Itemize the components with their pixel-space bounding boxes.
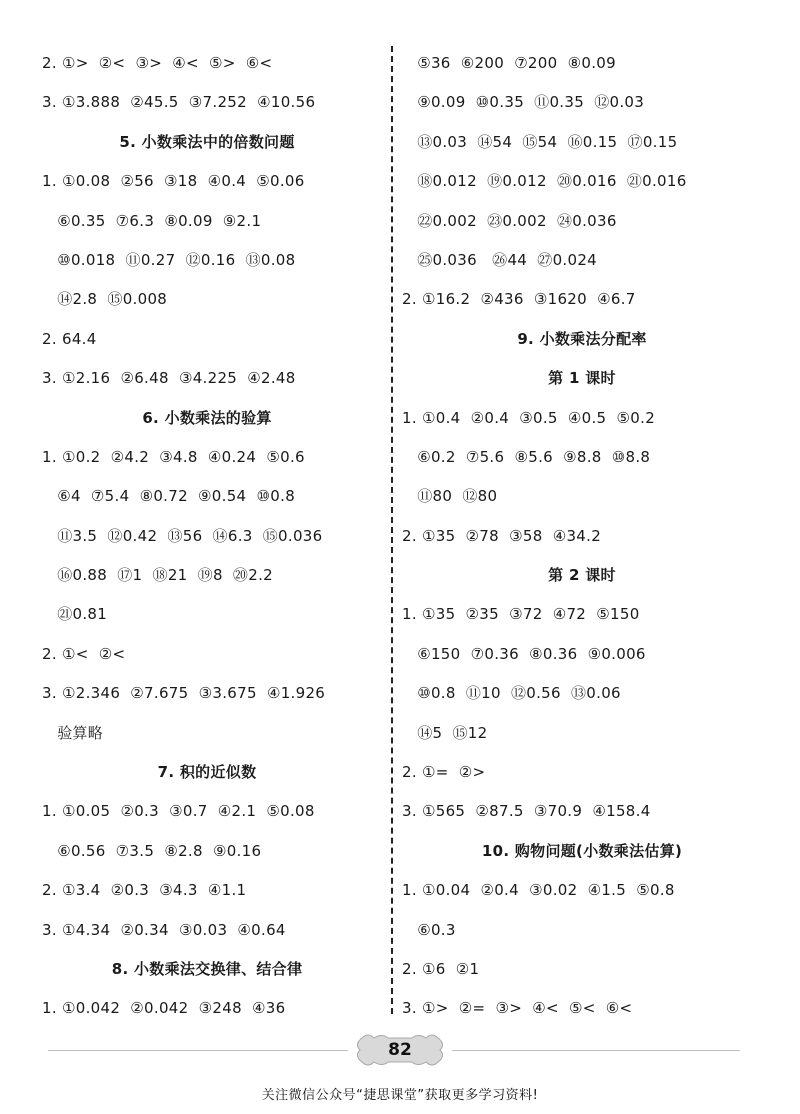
answer-line: ⑩0.018 ⑪0.27 ⑫0.16 ⑬0.08 bbox=[42, 250, 296, 269]
answer-line: 2. ①< ②< bbox=[42, 644, 126, 663]
answer-line: 3. ①2.346 ②7.675 ③3.675 ④1.926 bbox=[42, 684, 326, 703]
answer-line: ㉑0.81 bbox=[42, 605, 108, 624]
answer-line: 1. ①0.05 ②0.3 ③0.7 ④2.1 ⑤0.08 bbox=[42, 802, 315, 821]
answer-line: 1. ①0.042 ②0.042 ③248 ④36 bbox=[42, 999, 286, 1018]
answer-line: 2. ①35 ②78 ③58 ④34.2 bbox=[402, 526, 602, 545]
answer-line: 1. ①0.04 ②0.4 ③0.02 ④1.5 ⑤0.8 bbox=[402, 881, 675, 900]
section-heading: 第 1 课时 bbox=[548, 369, 616, 388]
page-number: 82 bbox=[388, 1040, 412, 1060]
answer-line: 2. ①16.2 ②436 ③1620 ④6.7 bbox=[402, 290, 636, 309]
answer-line: ⑨0.09 ⑩0.35 ⑪0.35 ⑫0.03 bbox=[402, 93, 645, 112]
answer-line: ⑪3.5 ⑫0.42 ⑬56 ⑭6.3 ⑮0.036 bbox=[42, 526, 323, 545]
footer-rule-right bbox=[452, 1050, 740, 1051]
answer-line: 1. ①0.4 ②0.4 ③0.5 ④0.5 ⑤0.2 bbox=[402, 408, 656, 427]
answer-line: ⑬0.03 ⑭54 ⑮54 ⑯0.15 ⑰0.15 bbox=[402, 132, 678, 151]
answer-line: 3. ①> ②= ③> ④< ⑤< ⑥< bbox=[402, 999, 633, 1018]
answer-line: ⑤36 ⑥200 ⑦200 ⑧0.09 bbox=[402, 54, 616, 72]
answer-line: 3. ①2.16 ②6.48 ③4.225 ④2.48 bbox=[42, 369, 296, 388]
answer-line: 验算略 bbox=[42, 723, 104, 742]
answer-line: 3. ①4.34 ②0.34 ③0.03 ④0.64 bbox=[42, 920, 286, 939]
section-heading: 6. 小数乘法的验算 bbox=[142, 408, 272, 427]
answer-line: 2. ①3.4 ②0.3 ③4.3 ④1.1 bbox=[42, 881, 247, 900]
column-divider bbox=[391, 46, 393, 1014]
answer-line: ⑱0.012 ⑲0.012 ⑳0.016 ㉑0.016 bbox=[402, 172, 687, 191]
right-answer-column bbox=[402, 44, 762, 1029]
footer-note: 关注微信公众号“捷思课堂”获取更多学习资料! bbox=[261, 1088, 539, 1103]
footer-rule-left bbox=[48, 1050, 348, 1051]
answer-line: ㉕0.036 ㉖44 ㉗0.024 bbox=[402, 250, 598, 269]
answer-line: ⑥150 ⑦0.36 ⑧0.36 ⑨0.006 bbox=[402, 644, 646, 663]
answer-line: ⑥0.35 ⑦6.3 ⑧0.09 ⑨2.1 bbox=[42, 211, 262, 230]
answer-line: 2. ①6 ②1 bbox=[402, 959, 480, 978]
answer-line: ⑯0.88 ⑰1 ⑱21 ⑲8 ⑳2.2 bbox=[42, 566, 273, 585]
page-number-badge bbox=[348, 1030, 452, 1070]
section-heading: 10. 购物问题(小数乘法估算) bbox=[481, 841, 683, 860]
answer-line: 1. ①35 ②35 ③72 ④72 ⑤150 bbox=[402, 605, 640, 624]
answer-line: 3. ①3.888 ②45.5 ③7.252 ④10.56 bbox=[42, 93, 316, 112]
answer-line: 1. ①0.2 ②4.2 ③4.8 ④0.24 ⑤0.6 bbox=[42, 447, 305, 466]
answer-line: ⑪80 ⑫80 bbox=[402, 487, 498, 506]
answer-line: 3. ①565 ②87.5 ③70.9 ④158.4 bbox=[402, 802, 651, 821]
answer-line: ⑥0.3 bbox=[402, 920, 456, 939]
answer-line: 2. 64.4 bbox=[42, 329, 97, 348]
answer-line: 2. ①= ②> bbox=[402, 763, 486, 782]
section-heading: 8. 小数乘法交换律、结合律 bbox=[111, 959, 303, 978]
answer-line: ⑭2.8 ⑮0.008 bbox=[42, 290, 168, 309]
answer-line: ⑥0.2 ⑦5.6 ⑧5.6 ⑨8.8 ⑩8.8 bbox=[402, 447, 651, 466]
answer-line: 1. ①0.08 ②56 ③18 ④0.4 ⑤0.06 bbox=[42, 172, 305, 191]
answer-line: ⑥4 ⑦5.4 ⑧0.72 ⑨0.54 ⑩0.8 bbox=[42, 487, 296, 506]
answer-line: ⑥0.56 ⑦3.5 ⑧2.8 ⑨0.16 bbox=[42, 841, 262, 860]
answer-line: ㉒0.002 ㉓0.002 ㉔0.036 bbox=[402, 211, 617, 230]
answer-line: ⑩0.8 ⑪10 ⑫0.56 ⑬0.06 bbox=[402, 684, 621, 703]
section-heading: 9. 小数乘法分配率 bbox=[517, 329, 647, 348]
answer-line: 2. ①> ②< ③> ④< ⑤> ⑥< bbox=[42, 54, 273, 72]
section-heading: 7. 积的近似数 bbox=[157, 763, 257, 782]
section-heading: 5. 小数乘法中的倍数问题 bbox=[119, 132, 295, 151]
left-answer-column bbox=[42, 44, 382, 1029]
answer-line: ⑭5 ⑮12 bbox=[402, 723, 488, 742]
section-heading: 第 2 课时 bbox=[548, 566, 616, 585]
